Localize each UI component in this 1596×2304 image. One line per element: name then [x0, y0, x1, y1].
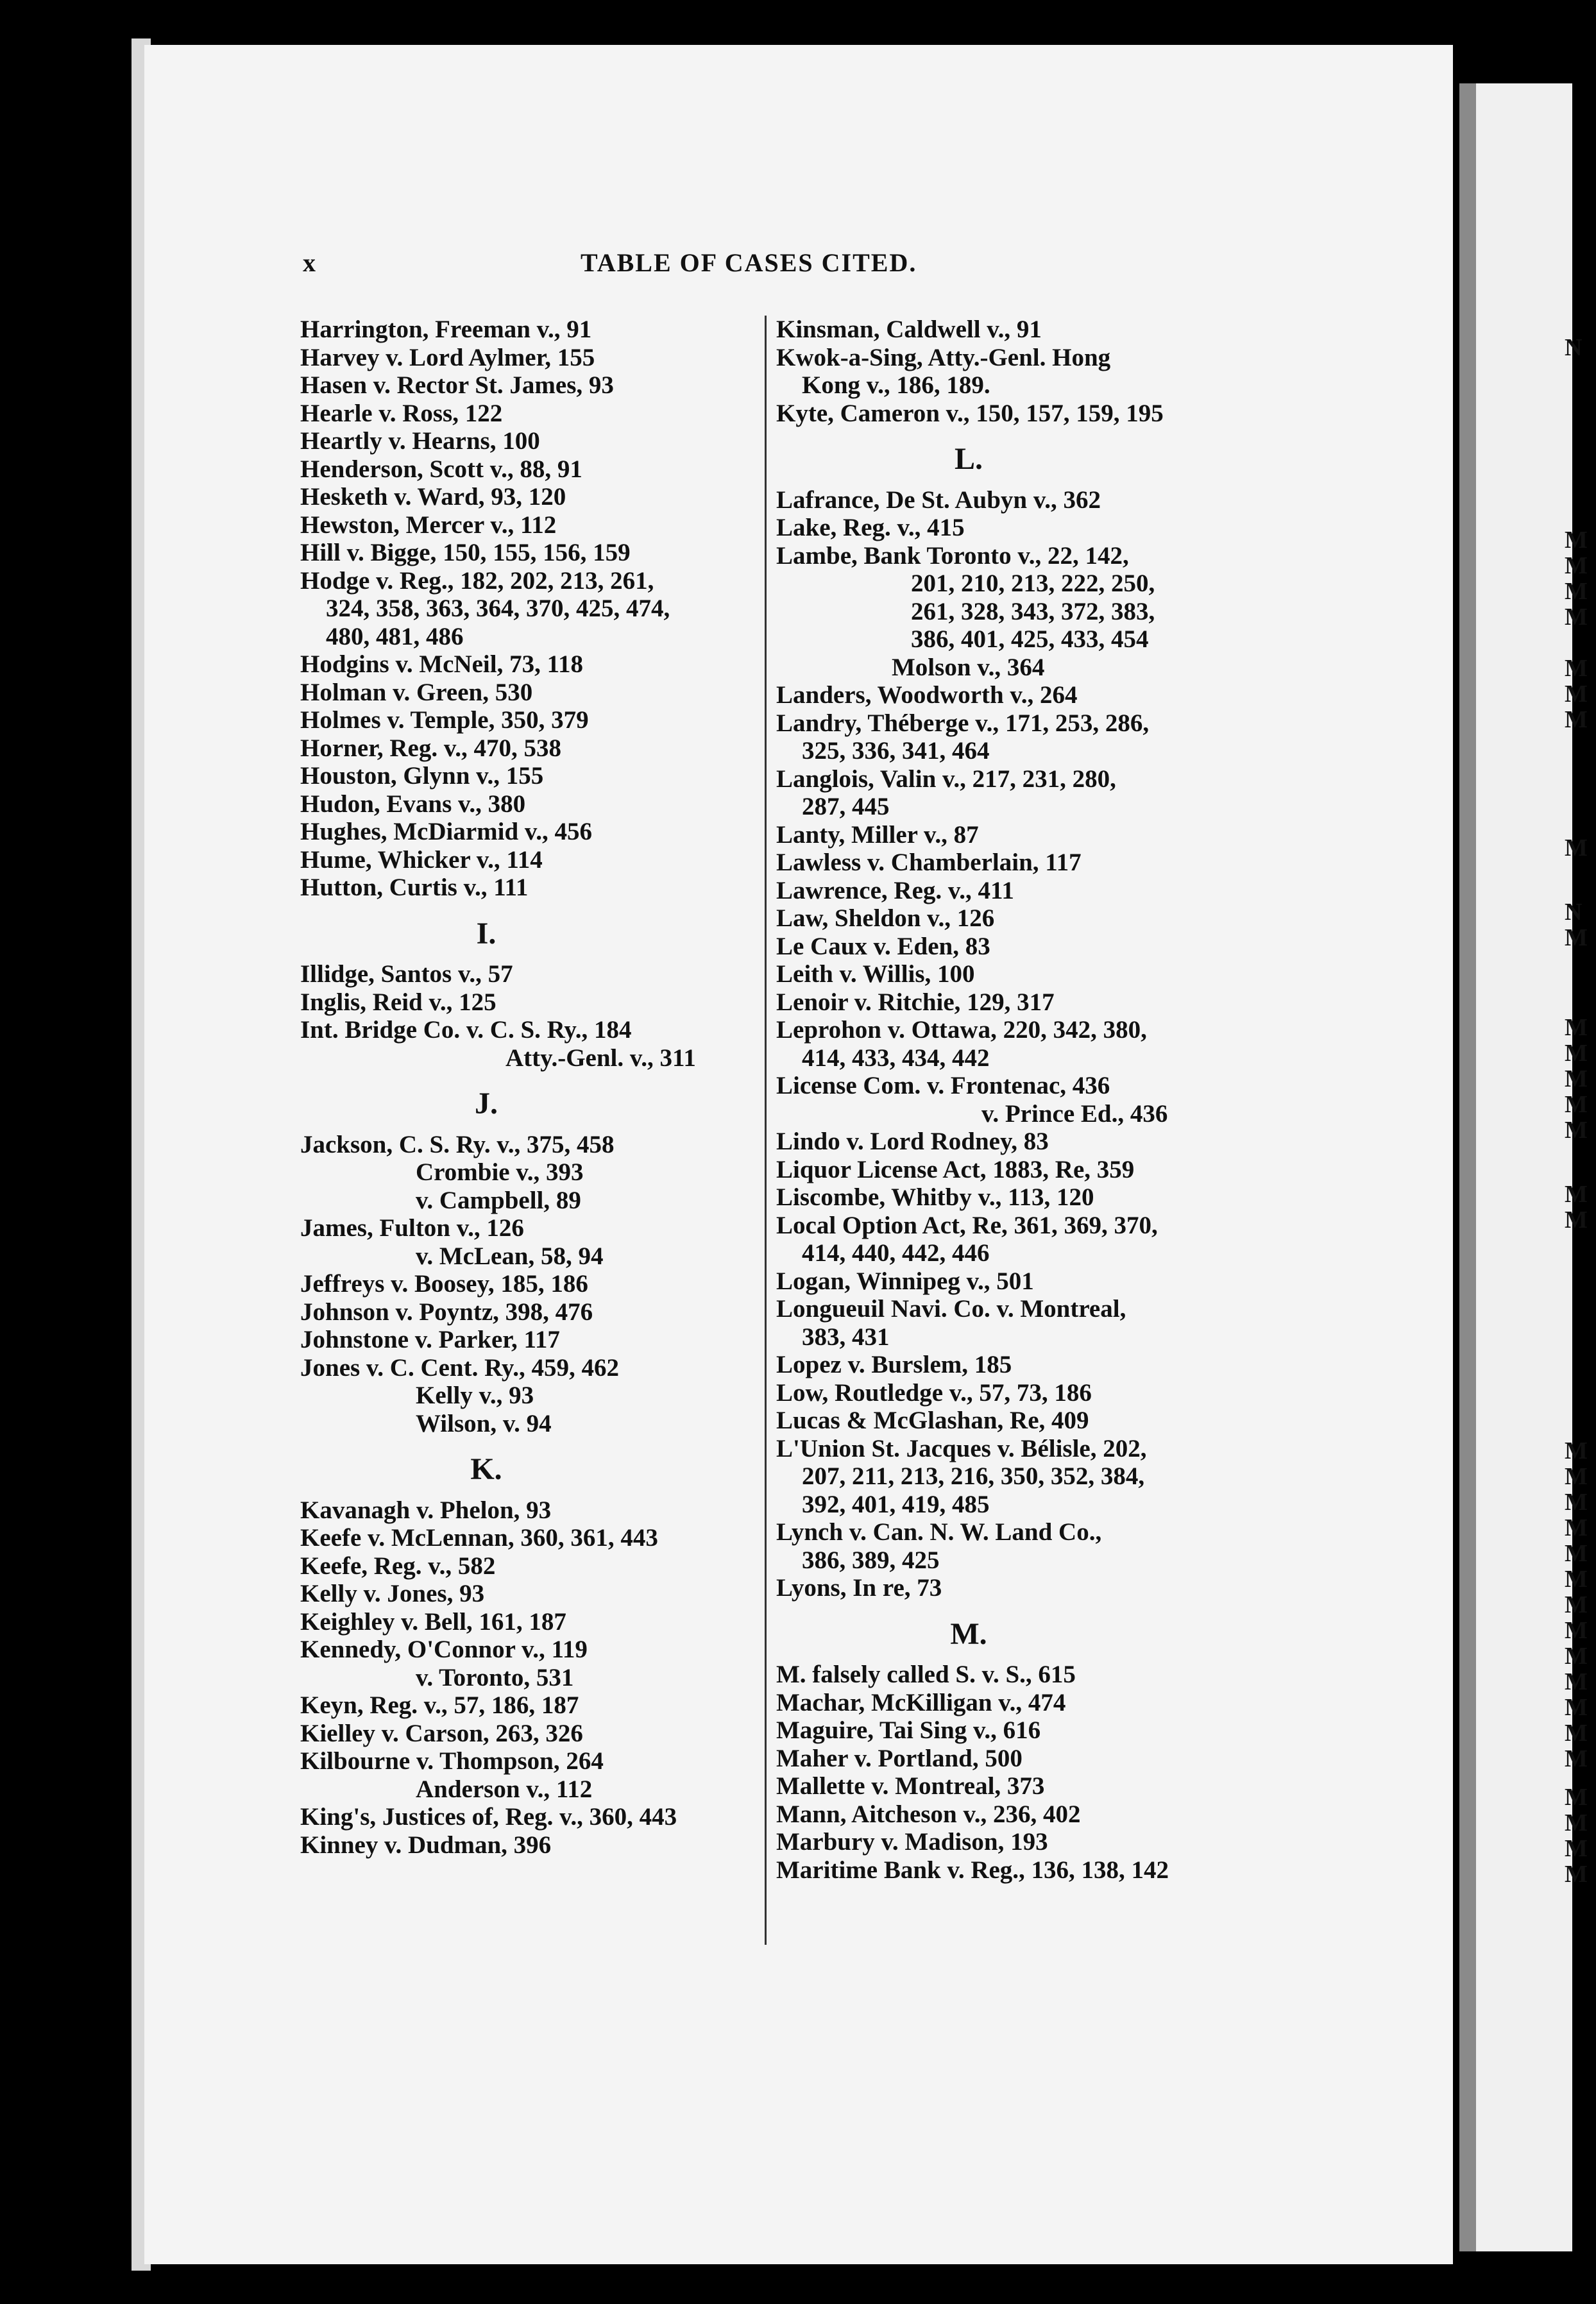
case-entry: Mann, Aitcheson v., 236, 402 — [776, 1800, 1081, 1828]
facing-page-initial: M — [1565, 604, 1588, 631]
case-entry: Lanty, Miller v., 87 — [776, 820, 979, 849]
case-entry: Hearle v. Ross, 122 — [300, 399, 503, 427]
facing-page-initial: M — [1565, 578, 1588, 605]
case-entry: Kavanagh v. Phelon, 93 — [300, 1496, 552, 1524]
case-entry: Mallette v. Montreal, 373 — [776, 1772, 1045, 1800]
case-entry: L'Union St. Jacques v. Bélisle, 202, — [776, 1434, 1147, 1462]
case-entry: Holman v. Green, 530 — [300, 678, 533, 706]
case-entry: Hughes, McDiarmid v., 456 — [300, 818, 592, 845]
facing-page-initial: N — [1565, 899, 1583, 926]
case-entry: Local Option Act, Re, 361, 369, 370, — [776, 1211, 1158, 1239]
section-letter: I. — [476, 916, 497, 951]
facing-page-initial: M — [1565, 1784, 1588, 1811]
case-entry: King's, Justices of, Reg. v., 360, 443 — [300, 1803, 677, 1831]
facing-page-initial: M — [1565, 1091, 1588, 1118]
case-entry: Maritime Bank v. Reg., 136, 138, 142 — [776, 1856, 1169, 1884]
case-entry: Johnson v. Poyntz, 398, 476 — [300, 1298, 593, 1326]
case-entry: Houston, Glynn v., 155 — [300, 762, 544, 790]
case-entry: License Com. v. Frontenac, 436 — [776, 1072, 1110, 1099]
facing-page — [1459, 83, 1572, 2251]
case-entry: 383, 431 — [802, 1323, 890, 1351]
case-entry: Kennedy, O'Connor v., 119 — [300, 1636, 588, 1663]
right-column — [776, 316, 1424, 1884]
facing-page-initial: M — [1565, 1591, 1588, 1618]
case-entry: Holmes v. Temple, 350, 379 — [300, 706, 589, 734]
case-entry: Kinsman, Caldwell v., 91 — [776, 316, 1042, 343]
case-entry: Marbury v. Madison, 193 — [776, 1828, 1048, 1856]
case-entry: Lawrence, Reg. v., 411 — [776, 876, 1014, 904]
case-entry: Kinney v. Dudman, 396 — [300, 1831, 552, 1859]
facing-page-initial: M — [1565, 924, 1588, 951]
facing-page-initial: N — [1565, 334, 1583, 361]
section-letter: J. — [475, 1087, 498, 1121]
facing-page-initial: M — [1565, 1065, 1588, 1092]
facing-page-initial: M — [1565, 706, 1588, 733]
case-entry: Kelly v., 93 — [416, 1382, 534, 1409]
case-entry: Lucas & McGlashan, Re, 409 — [776, 1407, 1089, 1434]
facing-page-initial: M — [1565, 655, 1588, 682]
case-entry: Keighley v. Bell, 161, 187 — [300, 1607, 566, 1636]
case-entry: Liquor License Act, 1883, Re, 359 — [776, 1155, 1135, 1183]
facing-page-initial: M — [1565, 1809, 1588, 1836]
facing-page-initial: M — [1565, 1668, 1588, 1695]
case-entry: v. Campbell, 89 — [416, 1186, 581, 1214]
case-entry: Law, Sheldon v., 126 — [776, 904, 995, 932]
facing-page-initial: M — [1565, 1014, 1588, 1041]
case-entry: Lambe, Bank Toronto v., 22, 142, — [776, 541, 1129, 570]
case-entry: Lyons, In re, 73 — [776, 1574, 942, 1602]
facing-page-initial: M — [1565, 1437, 1588, 1464]
case-entry: Hill v. Bigge, 150, 155, 156, 159 — [300, 539, 631, 566]
case-entry: Illidge, Santos v., 57 — [300, 960, 513, 988]
case-entry: 414, 433, 434, 442 — [802, 1044, 990, 1072]
section-letter: L. — [954, 442, 983, 476]
case-entry: Leprohon v. Ottawa, 220, 342, 380, — [776, 1016, 1147, 1044]
case-entry: Kyte, Cameron v., 150, 157, 159, 195 — [776, 399, 1164, 427]
case-entry: Low, Routledge v., 57, 73, 186 — [776, 1378, 1092, 1407]
case-entry: 261, 328, 343, 372, 383, — [911, 597, 1155, 625]
case-entry: Kilbourne v. Thompson, 264 — [300, 1747, 604, 1775]
case-entry: Hume, Whicker v., 114 — [300, 845, 543, 874]
case-entry: Inglis, Reid v., 125 — [300, 988, 497, 1016]
case-entry: Lindo v. Lord Rodney, 83 — [776, 1128, 1049, 1155]
section-letter: K. — [470, 1452, 502, 1486]
case-entry: 207, 211, 213, 216, 350, 352, 384, — [802, 1462, 1145, 1490]
case-entry: Anderson v., 112 — [416, 1775, 593, 1803]
case-entry: Hewston, Mercer v., 112 — [300, 511, 557, 539]
case-entry: Harvey v. Lord Aylmer, 155 — [300, 343, 595, 371]
facing-page-initial: M — [1565, 1835, 1588, 1862]
facing-page-initial: M — [1565, 552, 1588, 579]
case-entry: Jeffreys v. Boosey, 185, 186 — [300, 1270, 588, 1298]
case-entry: 386, 389, 425 — [802, 1546, 940, 1574]
facing-page-initial: M — [1565, 527, 1588, 554]
case-entry: Leith v. Willis, 100 — [776, 960, 975, 988]
page-number: x — [303, 248, 317, 277]
case-entry: Kelly v. Jones, 93 — [300, 1580, 485, 1607]
case-entry: Wilson, v. 94 — [416, 1409, 552, 1437]
facing-page-initial: M — [1565, 1181, 1588, 1208]
facing-page-initial: M — [1565, 1694, 1588, 1721]
case-entry: Harrington, Freeman v., 91 — [300, 316, 592, 343]
case-entry: Kielley v. Carson, 263, 326 — [300, 1719, 583, 1747]
case-entry: Jackson, C. S. Ry. v., 375, 458 — [300, 1130, 615, 1158]
case-entry: Johnstone v. Parker, 117 — [300, 1326, 560, 1353]
case-entry: Heartly v. Hearns, 100 — [300, 427, 540, 455]
case-entry: Keefe v. McLennan, 360, 361, 443 — [300, 1524, 658, 1552]
case-entry: Lake, Reg. v., 415 — [776, 514, 965, 541]
case-entry: 480, 481, 486 — [326, 622, 464, 650]
facing-page-initial: M — [1565, 1463, 1588, 1490]
case-entry: 414, 440, 442, 446 — [802, 1239, 990, 1267]
case-entry: Crombie v., 393 — [416, 1158, 584, 1186]
facing-page-initial: M — [1565, 1861, 1588, 1888]
section-letter: M. — [950, 1616, 987, 1651]
case-entry: v. Toronto, 531 — [416, 1663, 574, 1691]
page-header — [0, 248, 1596, 286]
case-entry: Hasen v. Rector St. James, 93 — [300, 371, 614, 399]
case-entry: Maher v. Portland, 500 — [776, 1744, 1023, 1772]
case-entry: Machar, McKilligan v., 474 — [776, 1688, 1066, 1716]
case-entry: Hutton, Curtis v., 111 — [300, 874, 529, 901]
case-entry: Hesketh v. Ward, 93, 120 — [300, 483, 566, 511]
case-entry: Maguire, Tai Sing v., 616 — [776, 1716, 1041, 1744]
case-entry: Keyn, Reg. v., 57, 186, 187 — [300, 1691, 579, 1719]
facing-page-initial: M — [1565, 1617, 1588, 1644]
case-entry: Int. Bridge Co. v. C. S. Ry., 184 — [300, 1016, 632, 1044]
case-entry: Lynch v. Can. N. W. Land Co., — [776, 1518, 1102, 1546]
case-entry: Keefe, Reg. v., 582 — [300, 1552, 496, 1580]
case-entry: v. McLean, 58, 94 — [416, 1242, 604, 1270]
case-entry: Kong v., 186, 189. — [802, 371, 990, 399]
column-divider — [765, 316, 767, 1945]
case-entry: Liscombe, Whitby v., 113, 120 — [776, 1183, 1094, 1211]
case-entry: Landers, Woodworth v., 264 — [776, 681, 1078, 709]
facing-page-initial: M — [1565, 1745, 1588, 1772]
case-entry: Langlois, Valin v., 217, 231, 280, — [776, 765, 1116, 793]
case-entry: 324, 358, 363, 364, 370, 425, 474, — [326, 595, 670, 622]
case-entry: Logan, Winnipeg v., 501 — [776, 1267, 1034, 1295]
facing-page-initial: M — [1565, 1720, 1588, 1747]
facing-page-initial: M — [1565, 1514, 1588, 1541]
case-entry: Atty.-Genl. v., 311 — [505, 1044, 696, 1072]
case-entry: Hodgins v. McNeil, 73, 118 — [300, 650, 583, 678]
case-entry: M. falsely called S. v. S., 615 — [776, 1661, 1076, 1688]
facing-page-initial: M — [1565, 1040, 1588, 1067]
case-entry: 325, 336, 341, 464 — [802, 737, 990, 765]
case-entry: Le Caux v. Eden, 83 — [776, 932, 990, 960]
case-entry: Hodge v. Reg., 182, 202, 213, 261, — [300, 566, 654, 595]
case-entry: James, Fulton v., 126 — [300, 1214, 524, 1242]
facing-page-initial: M — [1565, 1540, 1588, 1567]
case-entry: Jones v. C. Cent. Ry., 459, 462 — [300, 1353, 619, 1382]
case-entry: Henderson, Scott v., 88, 91 — [300, 455, 582, 483]
case-entry: Lenoir v. Ritchie, 129, 317 — [776, 988, 1055, 1016]
facing-page-initial: M — [1565, 1643, 1588, 1670]
facing-page-initial: M — [1565, 681, 1588, 707]
case-entry: 386, 401, 425, 433, 454 — [911, 625, 1149, 653]
facing-page-initial: M — [1565, 1489, 1588, 1516]
page-title: TABLE OF CASES CITED. — [581, 248, 917, 277]
case-entry: 201, 210, 213, 222, 250, — [911, 570, 1155, 597]
case-entry: Lawless v. Chamberlain, 117 — [776, 849, 1082, 876]
case-entry: 287, 445 — [802, 793, 890, 820]
case-entry: v. Prince Ed., 436 — [981, 1099, 1168, 1128]
case-entry: Lopez v. Burslem, 185 — [776, 1351, 1012, 1378]
case-entry: Hudon, Evans v., 380 — [300, 790, 526, 818]
case-entry: Kwok-a-Sing, Atty.-Genl. Hong — [776, 343, 1111, 371]
case-entry: Lafrance, De St. Aubyn v., 362 — [776, 486, 1101, 514]
case-entry: Landry, Théberge v., 171, 253, 286, — [776, 709, 1150, 737]
facing-page-initial: M — [1565, 1117, 1588, 1144]
facing-page-initial: M — [1565, 834, 1588, 861]
facing-page-initial: M — [1565, 1207, 1588, 1233]
case-entry: Longueuil Navi. Co. v. Montreal, — [776, 1295, 1126, 1323]
facing-page-initial: M — [1565, 1566, 1588, 1593]
case-entry: 392, 401, 419, 485 — [802, 1490, 990, 1518]
case-entry: Horner, Reg. v., 470, 538 — [300, 734, 561, 762]
case-entry: Molson v., 364 — [892, 653, 1045, 681]
